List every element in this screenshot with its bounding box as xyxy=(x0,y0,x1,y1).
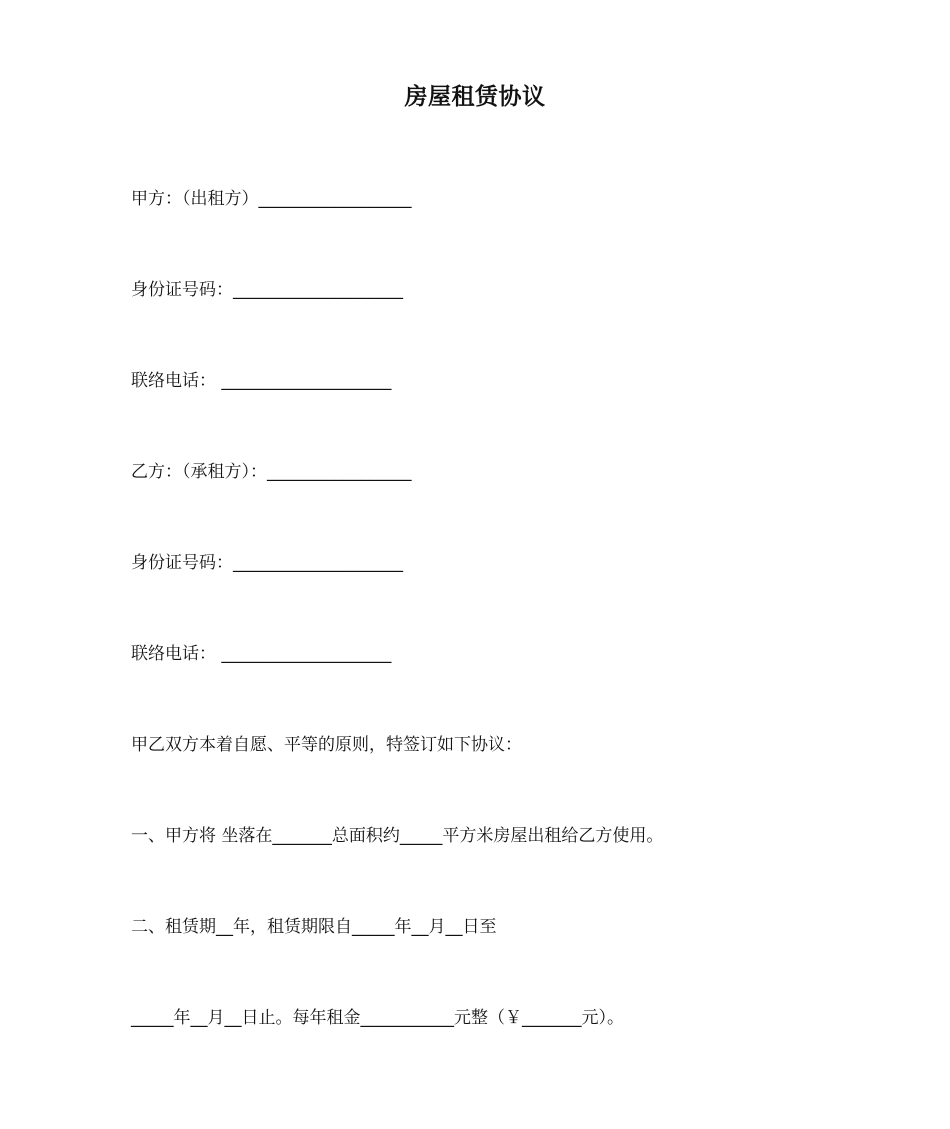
party-a-phone-line: 联络电话： ____________________ xyxy=(131,371,392,391)
agreement-intro: 甲乙双方本着自愿、平等的原则，特签订如下协议： xyxy=(131,735,522,755)
clause-two: 二、租赁期__年，租赁期限自_____年__月__日至 xyxy=(131,917,497,937)
clause-two-continued: _____年__月__日止。每年租金___________元整（￥_______元）。 xyxy=(131,1008,624,1028)
document-title: 房屋租赁协议 xyxy=(404,84,546,110)
party-b-id-line: 身份证号码：____________________ xyxy=(131,553,403,573)
party-a-id-line: 身份证号码：____________________ xyxy=(131,280,403,300)
party-b-line: 乙方：（承租方）：_________________ xyxy=(131,462,412,482)
party-a-line: 甲方：（出租方）__________________ xyxy=(131,189,412,209)
party-b-phone-line: 联络电话： ____________________ xyxy=(131,644,392,664)
clause-one: 一、甲方将 坐落在_______总面积约_____平方米房屋出租给乙方使用。 xyxy=(131,826,664,846)
